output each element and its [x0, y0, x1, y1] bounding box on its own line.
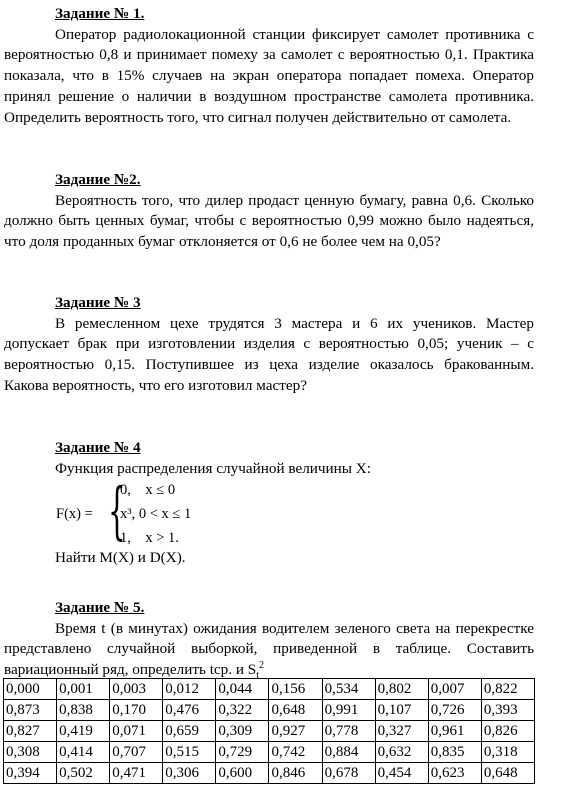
left-brace-icon: { — [108, 474, 126, 547]
task-5 — [4, 598, 534, 687]
table-cell: 0,308 — [4, 742, 57, 763]
task-1-text: Оператор радиолокационной станции фиксирует самолет противника с вероятностью 0,8 и принимает помеху за самолет с вероятностью 0,1. Практика показала, что в 15% случаев на экран оператора попадает помеха. Оператор принял решение о наличии в воздушном пространстве самолета противника. Определить вероятность того, что сигнал получен действительно от самолета. — [4, 25, 534, 126]
table-cell: 0,044 — [216, 679, 269, 700]
table-cell: 0,802 — [375, 679, 428, 700]
task-5-text-sup: 2 — [259, 660, 264, 672]
table-cell: 0,515 — [163, 742, 216, 763]
table-cell: 0,835 — [428, 742, 481, 763]
table-cell: 0,600 — [216, 763, 269, 784]
table-cell: 0,729 — [216, 742, 269, 763]
sample-table-body — [4, 679, 535, 784]
table-cell: 0,306 — [163, 763, 216, 784]
task-5-text-sub: t — [256, 670, 259, 682]
table-cell: 0,623 — [428, 763, 481, 784]
table-cell: 0,648 — [481, 763, 534, 784]
table-cell: 0,393 — [481, 700, 534, 721]
table-cell: 0,476 — [163, 700, 216, 721]
table-cell: 0,827 — [4, 721, 57, 742]
task-1 — [4, 4, 534, 128]
distribution-function-formula — [56, 474, 256, 548]
table-cell: 0,648 — [269, 700, 322, 721]
task-2-text: Вероятность того, что дилер продаст ценную бумагу, равна 0,6. Сколько должно быть ценных бумаг, чтобы с вероятностью 0,99 можно было надеяться, что доля проданных бумаг отклоняется от 0,6 не более чем на 0,05? — [4, 191, 534, 251]
table-cell: 0,414 — [57, 742, 110, 763]
table-cell: 0,534 — [322, 679, 375, 700]
table-cell: 0,000 — [4, 679, 57, 700]
table-cell: 0,394 — [4, 763, 57, 784]
table-cell: 0,991 — [322, 700, 375, 721]
table-cell: 0,107 — [375, 700, 428, 721]
task-4-intro: Функция распределения случайной величины X: — [55, 459, 371, 477]
table-cell: 0,838 — [57, 700, 110, 721]
table-cell: 0,322 — [216, 700, 269, 721]
formula-lhs: F(x) = — [56, 506, 93, 522]
table-row — [4, 700, 535, 721]
task-5-text-body: Время t (в минутах) ожидания водителем зеленого света на перекрестке представлено случайной выборкой, приведенной в таблице. Составить вариационный ряд, определить tср. и S — [4, 619, 534, 679]
table-cell: 0,001 — [57, 679, 110, 700]
table-cell: 0,012 — [163, 679, 216, 700]
table-cell: 0,659 — [163, 721, 216, 742]
table-cell: 0,707 — [110, 742, 163, 763]
table-cell: 0,742 — [269, 742, 322, 763]
table-cell: 0,327 — [375, 721, 428, 742]
formula-case-2: x³, 0 < x ≤ 1 — [120, 506, 192, 522]
table-cell: 0,454 — [375, 763, 428, 784]
table-row — [4, 721, 535, 742]
table-cell: 0,502 — [57, 763, 110, 784]
task-5-title: Задание № 5. — [55, 599, 145, 616]
table-cell: 0,632 — [375, 742, 428, 763]
table-row — [4, 742, 535, 763]
table-cell: 0,873 — [4, 700, 57, 721]
formula-case-1: 0, x ≤ 0 — [120, 482, 176, 498]
table-cell: 0,822 — [481, 679, 534, 700]
table-cell: 0,071 — [110, 721, 163, 742]
task-5-text — [4, 619, 534, 687]
formula-case-3: 1, x > 1. — [120, 530, 179, 546]
table-cell: 0,471 — [110, 763, 163, 784]
table-cell: 0,846 — [269, 763, 322, 784]
task-2 — [4, 170, 534, 253]
task-4-title: Задание № 4 — [55, 439, 141, 456]
task-3-title: Задание № 3 — [55, 294, 141, 311]
table-cell: 0,318 — [481, 742, 534, 763]
task-3-text: В ремесленном цехе трудятся 3 мастера и 6 их учеников. Мастер допускает брак при изготовлении изделия с вероятностью 0,05; ученик – с вероятностью 0,15. Поступившее из цеха изделие оказалось бракованным. Какова вероятность, что его изготовил мастер? — [4, 314, 534, 394]
task-3 — [4, 293, 534, 397]
table-cell: 0,826 — [481, 721, 534, 742]
table-row — [4, 679, 535, 700]
task-2-title: Задание №2. — [55, 171, 141, 188]
table-cell: 0,884 — [322, 742, 375, 763]
table-cell: 0,007 — [428, 679, 481, 700]
table-cell: 0,170 — [110, 700, 163, 721]
table-cell: 0,003 — [110, 679, 163, 700]
table-cell: 0,156 — [269, 679, 322, 700]
table-cell: 0,419 — [57, 721, 110, 742]
table-row — [4, 763, 535, 784]
table-cell: 0,678 — [322, 763, 375, 784]
table-cell: 0,778 — [322, 721, 375, 742]
task-1-title: Задание № 1. — [55, 5, 145, 22]
table-cell: 0,961 — [428, 721, 481, 742]
task-4-question: Найти M(X) и D(X). — [55, 549, 186, 567]
table-cell: 0,927 — [269, 721, 322, 742]
table-cell: 0,726 — [428, 700, 481, 721]
sample-table — [3, 678, 535, 784]
table-cell: 0,309 — [216, 721, 269, 742]
